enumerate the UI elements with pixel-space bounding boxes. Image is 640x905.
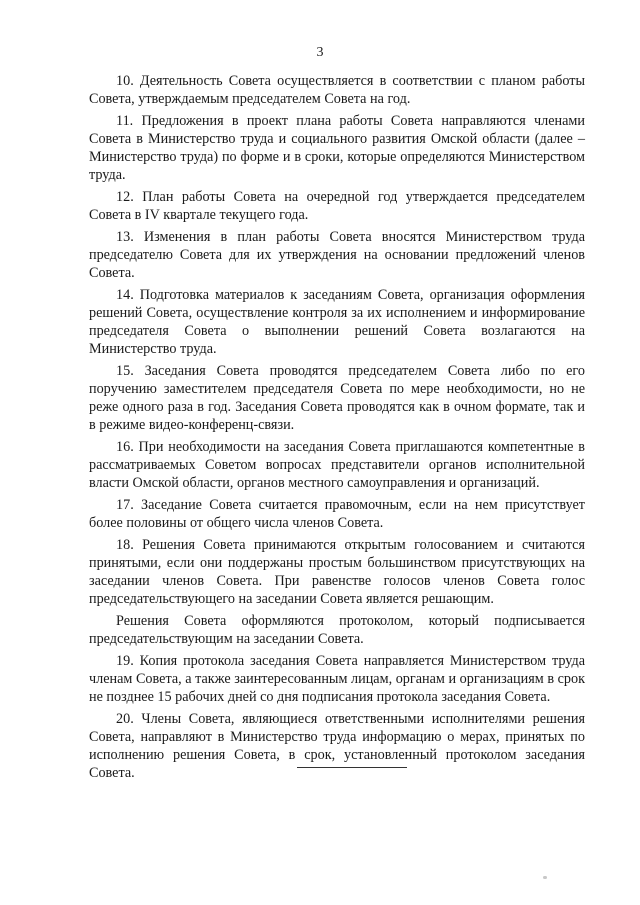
end-separator-line [297,767,407,768]
paragraph-11: 11. Предложения в проект плана работы Совета направляются членами Совета в Министерство труда и социального развития Омской области (далее – Министерство труда) по форме и в сроки, которые определяются Министерством труда. [89,113,585,183]
document-body [89,72,585,786]
paragraph-13: 13. Изменения в план работы Совета вносятся Министерством труда председателю Совета для их утверждения на основании предложений членов Совета. [89,229,585,281]
paragraph-20: 20. Члены Совета, являющиеся ответственными исполнителями решения Совета, направляют в Министерство труда информацию о мерах, принятых по исполнению решения Совета, в срок, установленный протоколом заседания Совета. [89,711,585,781]
scan-speck [543,876,547,879]
paragraph-16: 16. При необходимости на заседания Совета приглашаются компетентные в рассматриваемых Советом вопросах представители органов исполнительной власти Омской области, органов местного самоуправления и организаций. [89,439,585,491]
page-number: 3 [316,45,324,60]
paragraph-15: 15. Заседания Совета проводятся председателем Совета либо по его поручению заместителем председателя Совета по мере необходимости, но не реже одного раза в год. Заседания Совета проводятся как в очном формате, так и в режиме видео-конференц-связи. [89,363,585,433]
paragraph-12: 12. План работы Совета на очередной год утверждается председателем Совета в IV квартале текущего года. [89,189,585,223]
paragraph-14: 14. Подготовка материалов к заседаниям Совета, организация оформления решений Совета, осуществление контроля за их исполнением и информирование председателя Совета о выполнении решений Совета возлагаются на Министерство труда. [89,287,585,357]
paragraph-18-continuation: Решения Совета оформляются протоколом, который подписывается председательствующим на заседании Совета. [89,613,585,647]
paragraph-19: 19. Копия протокола заседания Совета направляется Министерством труда членам Совета, а также заинтересованным лицам, органам и организациям в срок не позднее 15 рабочих дней со дня подписания протокола заседания Совета. [89,653,585,705]
paragraph-18: 18. Решения Совета принимаются открытым голосованием и считаются принятыми, если они поддержаны простым большинством присутствующих на заседании членов Совета. При равенстве голосов членов Совета голос председательствующего на заседании Совета является решающим. [89,537,585,607]
paragraph-17: 17. Заседание Совета считается правомочным, если на нем присутствует более половины от общего числа членов Совета. [89,497,585,531]
paragraph-10: 10. Деятельность Совета осуществляется в соответствии с планом работы Совета, утверждаемым председателем Совета на год. [89,73,585,107]
